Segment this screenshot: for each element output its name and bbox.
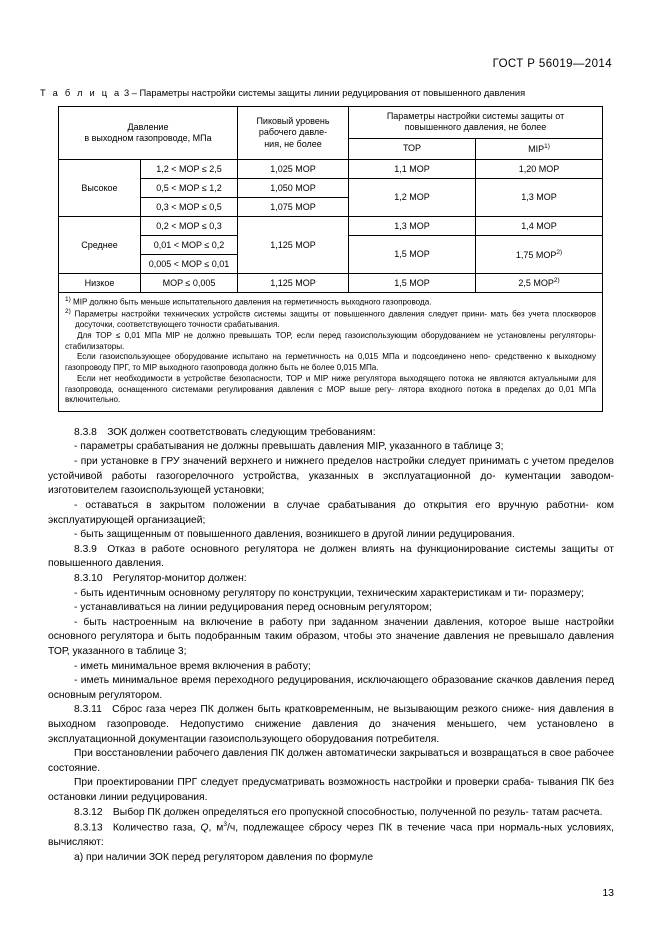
row-pressure: 0,01 < MOP ≤ 0,2 <box>141 235 238 254</box>
row-mip: 1,4 MOP <box>476 216 603 235</box>
row-group-high: Высокое <box>59 159 141 216</box>
row-mip <box>476 235 603 273</box>
row-pressure: 0,3 < MOP ≤ 0,5 <box>141 197 238 216</box>
table-note-2-text: Параметры настройки технических устройств системы защиты от повышенного давления следует прини- мать без учета плоскворов досуточки, соответствующего точности срабатывания. <box>74 309 597 330</box>
note-marker-2: 2) <box>65 308 71 316</box>
table-note-2 <box>65 308 596 331</box>
row-pressure: 0,5 < MOP ≤ 1,2 <box>141 178 238 197</box>
row-top: 1,3 MOP <box>349 216 476 235</box>
table-note-4: Если газоиспользующее оборудование испытано на герметичность на 0,015 МПа и подсоединено непо- средственно к выходному газопроводу ПРГ, то MIP выходного газопровода должно быть не более 0,015 МПа. <box>65 352 596 373</box>
page-number: 13 <box>602 887 614 899</box>
table-row <box>59 178 603 197</box>
header-pressure-line2: в выходном газопроводе, МПа <box>84 132 212 143</box>
row-pressure: 0,005 < MOP ≤ 0,01 <box>141 254 238 273</box>
row-group-medium: Среднее <box>59 216 141 273</box>
header-pressure <box>59 107 238 160</box>
table-row <box>59 159 603 178</box>
paragraph-bullet-4: - быть защищенным от повышенного давления, возникшего в другой линии редуцирования. <box>74 529 515 541</box>
table-caption <box>40 88 614 98</box>
row-pressure: 0,2 < MOP ≤ 0,3 <box>141 216 238 235</box>
paragraph-8-3-11: 8.3.11 Сброс газа через ПК должен быть кратковременным, не вызывающим резкого сниже- ния давления в выходном газопроводе. Недопустимо снижение давления до значения меньшего, чем установлено в эксплуатационной документации газоиспользующего оборудования потребителя. <box>48 704 614 745</box>
paragraph-design: При проектировании ПРГ следует предусматривать возможность настройки и проверки сраба- тывания ПК без остановки линии редуцирования. <box>48 777 614 804</box>
note-marker-1: 1) <box>65 295 71 303</box>
header-mip-note-ref: 1) <box>544 142 550 150</box>
header-peak <box>238 107 349 160</box>
row-top: 1,2 MOP <box>349 178 476 216</box>
paragraph-bullet-9: - иметь минимальное время переходного редуцирования, исключающего образование скачков давления перед основным регулятором. <box>48 675 614 701</box>
row-peak: 1,050 MOP <box>238 178 349 197</box>
table-note-5: Если нет необходимости в устройстве безопасности, ТОР и MIP ниже регулятора выходящего потока не являются актуальными для газопровода, оснащенного системами регулирования давления с МОР выше регу- лятора входного потока в пределах до 0,01 МПа включительно. <box>65 373 596 405</box>
paragraph-bullet-6: - устанавливаться на линии редуцирования перед основным регулятором; <box>74 602 432 614</box>
row-top: 1,5 MOP <box>349 273 476 292</box>
paragraph-bullet-7: - быть настроенным на включение в работу при заданном значении давления, которое выше настройки основного регулятора и быть подобранным таким образом, чтобы это значение давления не превышало давления ТОР, указанного в таблице 3; <box>48 616 614 657</box>
parameters-table <box>58 106 603 293</box>
paragraph-bullet-8: - иметь минимальное время включения в работу; <box>74 660 311 672</box>
header-mip <box>476 138 603 159</box>
table-note-3: Для ТОР ≤ 0,01 МПа MIP не должно превышать ТОР, если перед газоиспользующим оборудованием не установлены регуляторы-стабилизаторы. <box>65 331 596 351</box>
header-peak-line2: рабочего давле- <box>258 127 328 138</box>
paragraph-8-3-10: 8.3.10 Регулятор-монитор должен: <box>74 572 247 584</box>
row-peak: 1,075 MOP <box>238 197 349 216</box>
header-peak-line1: Пиковый уровень <box>256 116 330 126</box>
row-peak: 1,125 MOP <box>238 273 349 292</box>
table-row <box>59 273 603 292</box>
table-caption-number: 3 <box>123 88 130 98</box>
header-mip-label: MIP <box>528 143 545 154</box>
table-header-row <box>59 107 603 139</box>
header-peak-line3: ния, не более <box>264 138 322 149</box>
row-mip <box>476 273 603 292</box>
table-row <box>59 216 603 235</box>
paragraph-bullet-2: - при установке в ГРУ значений верхнего и нижнего пределов настройки следует принимать с учетом пределов устойчивой работы газогорелочного устройства, указанных в эксплуатационной до- кументации заводом-изготовителем газоиспользующей установки; <box>48 456 614 497</box>
row-peak: 1,025 MOP <box>238 159 349 178</box>
row-group-low: Низкое <box>59 273 141 292</box>
paragraph-8-3-8: 8.3.8 ЗОК должен соответствовать следующим требованиям: <box>74 426 376 438</box>
header-protection-line2: повышенного давления, не более <box>404 122 547 133</box>
paragraph-item-a: а) при наличии ЗОК перед регулятором давления по формуле <box>74 851 374 863</box>
paragraph-bullet-1: - параметры срабатывания не должны превышать давления MIP, указанного в таблице 3; <box>74 441 504 453</box>
row-mip-value: 2,5 MOP <box>518 278 554 289</box>
row-top: 1,1 MOP <box>349 159 476 178</box>
header-protection <box>349 107 603 139</box>
table-caption-text: – Параметры настройки системы защиты линии редуцирования от повышенного давления <box>131 88 526 98</box>
row-mip-note-ref: 2) <box>556 248 563 256</box>
paragraph-8-3-13: 8.3.13 Количество газа, Q, $м^3/ч$, подлежащее сбросу через ПК в течение часа при нормаль-ных условиях, вычисляют: <box>48 821 614 849</box>
row-top: 1,5 MOP <box>349 235 476 273</box>
header-pressure-line1: Давление <box>127 121 169 132</box>
row-mip: 1,3 MOP <box>476 178 603 216</box>
paragraph-bullet-5: - быть идентичным основному регулятору по конструкции, техническим характеристикам и ти- поразмеру; <box>74 587 584 599</box>
table-caption-prefix: Т а б л и ц а <box>40 88 122 98</box>
row-mip-note-ref: 2) <box>553 277 560 285</box>
page-header: ГОСТ Р 56019—2014 <box>492 58 612 70</box>
paragraph-restore: При восстановлении рабочего давления ПК должен автоматически закрываться и возвращаться в свое рабочее состояние. <box>48 748 614 774</box>
paragraph-bullet-3: - оставаться в закрытом положении в случае срабатывания до открытия его вручную работни- ком эксплуатирующей организацией; <box>48 499 614 526</box>
row-mip-value: 1,75 MOP <box>515 249 557 260</box>
table-notes <box>58 293 603 412</box>
row-pressure: MOP ≤ 0,005 <box>141 273 238 292</box>
table-note-1-text: MIP должно быть меньше испытательного давления на герметичность выходного газопровода. <box>73 297 432 307</box>
row-pressure: 1,2 < MOP ≤ 2,5 <box>141 159 238 178</box>
body-text <box>48 426 614 866</box>
paragraph-8-3-12: 8.3.12 Выбор ПК должен определяться его пропускной способностью, полученной по резуль- татам расчета. <box>74 806 603 818</box>
paragraph-8-3-9: 8.3.9 Отказ в работе основного регулятора не должен влиять на функционирование системы защиты от повышенного давления. <box>48 543 614 570</box>
table-note-1 <box>65 296 596 308</box>
header-protection-line1: Параметры настройки системы защиты от <box>386 111 565 121</box>
row-peak: 1,125 MOP <box>238 216 349 273</box>
header-top: ТОР <box>349 138 476 159</box>
row-mip: 1,20 MOP <box>476 159 603 178</box>
